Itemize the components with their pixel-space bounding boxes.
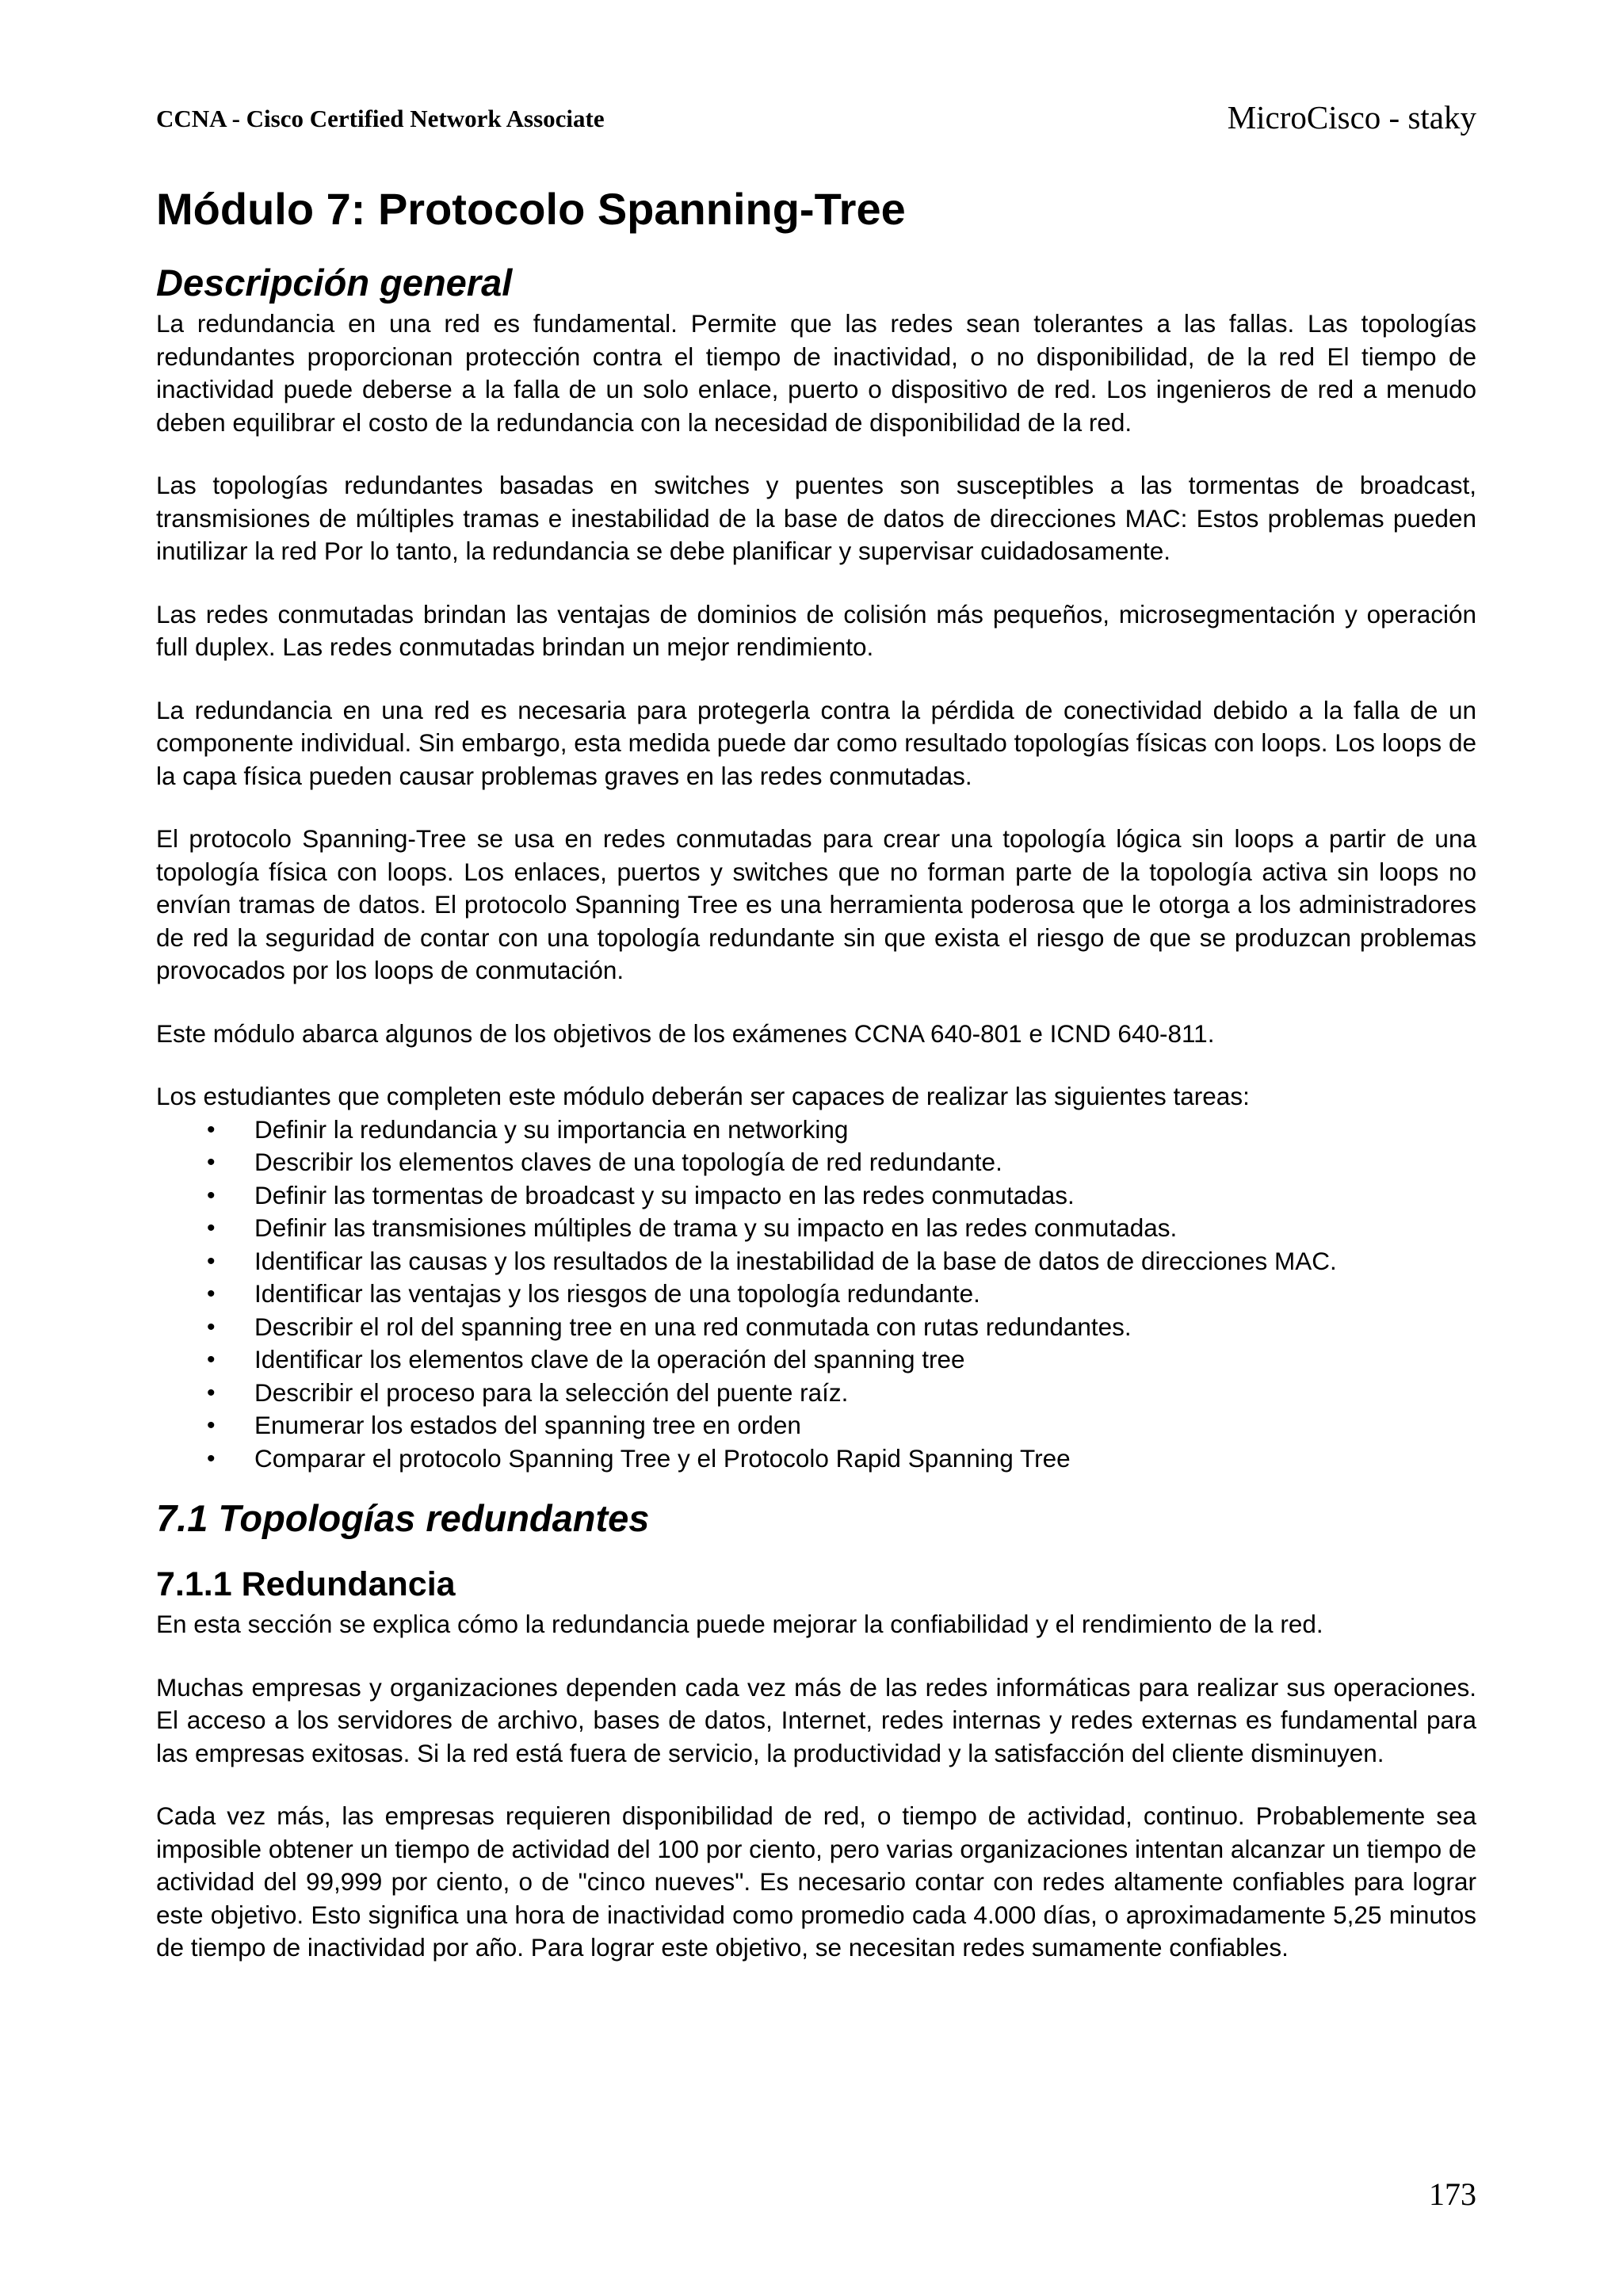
list-item: • Describir los elementos claves de una topología de red redundante. <box>156 1146 1476 1179</box>
page-content <box>156 181 1476 1995</box>
redundancy-paragraph-3: Cada vez más, las empresas requieren disponibilidad de red, o tiempo de actividad, continuo. Probablemente sea imposible obtener un tiempo de actividad del 100 por ciento, pero varias organizaciones intentan alcanzar un tiempo de actividad del 99,999 por ciento, o de "cinco nueves". Es necesario contar con redes altamente confiables para lograr este objetivo. Esto significa una hora de inactividad como promedio cada 4.000 días, o aproximadamente 5,25 minutos de tiempo de inactividad por año. Para lograr este objetivo, se necesitan redes sumamente confiables. <box>156 1801 1476 1962</box>
list-item: • Identificar las ventajas y los riesgos de una topología redundante. <box>156 1278 1476 1311</box>
list-item: • Identificar los elementos clave de la operación del spanning tree <box>156 1343 1476 1377</box>
header-course-title: CCNA - Cisco Certified Network Associate <box>156 105 605 132</box>
overview-paragraph-1: La redundancia en una red es fundamental. Permite que las redes sean tolerantes a las fallas. Las topologías redundantes proporcionan protección contra el tiempo de inactividad, o no disponibilidad, de la red El tiempo de inactividad puede deberse a la falla de un solo enlace, puerto o dispositivo de red. Los ingenieros de red a menudo deben equilibrar el costo de la redundancia con la necesidad de disponibilidad de la red. <box>156 309 1476 437</box>
header-source: MicroCisco - staky <box>1227 99 1476 136</box>
overview-paragraph-3: Las redes conmutadas brindan las ventajas de dominios de colisión más pequeños, microsegmentación y operación full duplex. Las redes conmutadas brindan un mejor rendimiento. <box>156 599 1476 661</box>
list-item: • Definir las transmisiones múltiples de trama y su impacto en las redes conmutadas. <box>156 1212 1476 1245</box>
overview-paragraph-5: El protocolo Spanning-Tree se usa en redes conmutadas para crear una topología lógica sin loops a partir de una topología física con loops. Los enlaces, puertos y switches que no forman parte de la topología activa sin loops no envían tramas de datos. El protocolo Spanning Tree es una herramienta poderosa que le otorga a los administradores de red la seguridad de contar con una topología redundante sin que exista el riesgo de que se produzcan problemas provocados por los loops de conmutación. <box>156 824 1476 984</box>
overview-paragraph-4: La redundancia en una red es necesaria para protegerla contra la pérdida de conectividad debido a la falla de un componente individual. Sin embargo, esta medida puede dar como resultado topologías físicas con loops. Los loops de la capa física pueden causar problemas graves en las redes conmutadas. <box>156 695 1476 790</box>
overview-paragraph-6: Este módulo abarca algunos de los objetivos de los exámenes CCNA 640-801 e ICND 640-811. <box>156 1018 1215 1048</box>
list-item: • Describir el proceso para la selección del puente raíz. <box>156 1377 1476 1410</box>
list-item: • Comparar el protocolo Spanning Tree y el Protocolo Rapid Spanning Tree <box>156 1442 1476 1476</box>
module-title: Módulo 7: Protocolo Spanning-Tree <box>156 184 906 234</box>
list-item: • Enumerar los estados del spanning tree en orden <box>156 1409 1476 1442</box>
overview-paragraph-2: Las topologías redundantes basadas en switches y puentes son susceptibles a las tormentas de broadcast, transmisiones de múltiples tramas e inestabilidad de la base de datos de direcciones MAC: Estos problemas pueden inutilizar la red Por lo tanto, la redundancia se debe planificar y supervisar cuidadosamente. <box>156 471 1476 565</box>
list-item: • Definir las tormentas de broadcast y su impacto en las redes conmutadas. <box>156 1179 1476 1213</box>
tasks-list <box>156 1114 1476 1476</box>
section-7-1-heading: 7.1 Topologías redundantes <box>156 1497 650 1539</box>
tasks-intro: Los estudiantes que completen este módulo deberán ser capaces de realizar las siguientes tareas: <box>156 1082 1250 1110</box>
overview-heading: Descripción general <box>156 262 513 304</box>
section-7-1-1-heading: 7.1.1 Redundancia <box>156 1565 456 1603</box>
redundancy-paragraph-1: En esta sección se explica cómo la redundancia puede mejorar la confiabilidad y el rendimiento de la red. <box>156 1610 1323 1638</box>
running-header <box>156 98 1476 143</box>
page-number: 173 <box>1429 2176 1476 2212</box>
list-item: • Definir la redundancia y su importancia en networking <box>156 1114 1476 1147</box>
list-item: • Identificar las causas y los resultados de la inestabilidad de la base de datos de direcciones MAC. <box>156 1245 1476 1278</box>
list-item: • Describir el rol del spanning tree en una red conmutada con rutas redundantes. <box>156 1311 1476 1344</box>
redundancy-paragraph-2: Muchas empresas y organizaciones dependen cada vez más de las redes informáticas para realizar sus operaciones. El acceso a los servidores de archivo, bases de datos, Internet, redes internas y redes externas es fundamental para las empresas exitosas. Si la red está fuera de servicio, la productividad y la satisfacción del cliente disminuyen. <box>156 1672 1476 1767</box>
